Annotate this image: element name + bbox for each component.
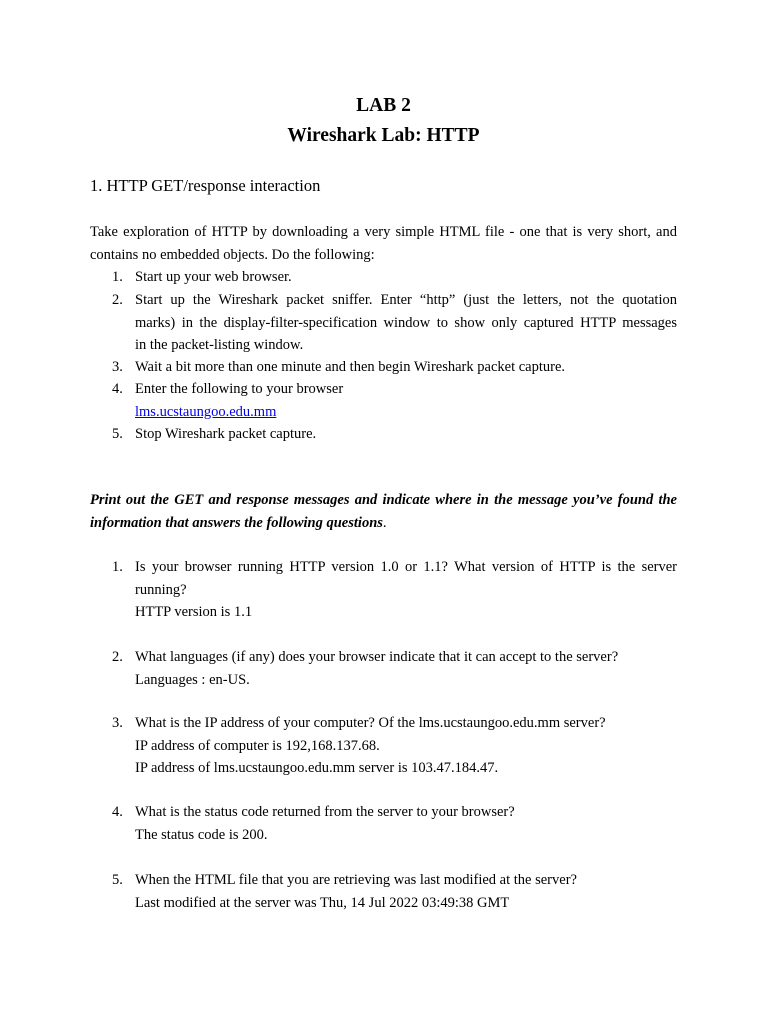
question-number: 5. bbox=[112, 872, 123, 888]
step-number: 1. bbox=[112, 269, 123, 285]
question-number: 4. bbox=[112, 804, 123, 820]
instructions-period: . bbox=[382, 514, 387, 531]
url-link[interactable]: lms.ucstaungoo.edu.mm bbox=[135, 403, 277, 420]
question-number: 1. bbox=[112, 559, 123, 575]
step-text: Enter the following to your browser bbox=[135, 381, 344, 397]
question-number: 3. bbox=[112, 715, 123, 731]
intro-line: Take exploration of HTTP by downloading a very simple HTML file - one that is very short, and bbox=[90, 224, 677, 240]
instructions-line: Print out the GET and response messages and indicate where in the message you’ve found the bbox=[90, 492, 677, 508]
intro-line: contains no embedded objects. Do the following: bbox=[90, 246, 375, 263]
question-number: 2. bbox=[112, 649, 123, 665]
step-number: 4. bbox=[112, 381, 123, 397]
lab-number-heading: LAB 2 bbox=[356, 95, 411, 116]
answer-text: IP address of computer is 192,168.137.68. bbox=[135, 737, 380, 754]
step-number: 3. bbox=[112, 359, 123, 375]
step-number: 5. bbox=[112, 426, 123, 442]
question-text: When the HTML file that you are retrieving was last modified at the server? bbox=[135, 872, 577, 888]
answer-text: HTTP version is 1.1 bbox=[135, 604, 253, 620]
answer-text: Last modified at the server was Thu, 14 Jul 2022 03:49:38 GMT bbox=[135, 894, 510, 911]
step-text: Stop Wireshark packet capture. bbox=[135, 426, 317, 442]
step-text: Wait a bit more than one minute and then begin Wireshark packet capture. bbox=[135, 359, 566, 375]
instructions-paragraph bbox=[90, 489, 677, 534]
step-text: marks) in the display-filter-specification window to show only captured HTTP messages bbox=[135, 314, 677, 331]
question-text: What is the IP address of your computer? Of the lms.ucstaungoo.edu.mm server? bbox=[135, 715, 606, 731]
question-text: What is the status code returned from the server to your browser? bbox=[135, 804, 515, 820]
question-text: Is your browser running HTTP version 1.0 or 1.1? What version of HTTP is the server bbox=[135, 559, 677, 575]
intro-paragraph bbox=[90, 221, 677, 266]
step-text: Start up your web browser. bbox=[135, 269, 292, 285]
lab-title-heading: Wireshark Lab: HTTP bbox=[287, 125, 480, 146]
instructions-line: information that answers the following questions bbox=[90, 514, 383, 531]
step-number: 2. bbox=[112, 292, 123, 308]
answer-text: Languages : en-US. bbox=[135, 671, 250, 688]
question-text: What languages (if any) does your browser indicate that it can accept to the server? bbox=[135, 649, 619, 665]
answer-text: IP address of lms.ucstaungoo.edu.mm server is 103.47.184.47. bbox=[135, 760, 499, 776]
question-text: running? bbox=[135, 581, 187, 598]
answer-text: The status code is 200. bbox=[135, 826, 268, 843]
step-text: Start up the Wireshark packet sniffer. Enter “http” (just the letters, not the quotation bbox=[135, 292, 677, 308]
step-text: in the packet-listing window. bbox=[135, 337, 304, 353]
section-heading: 1. HTTP GET/response interaction bbox=[90, 176, 321, 195]
